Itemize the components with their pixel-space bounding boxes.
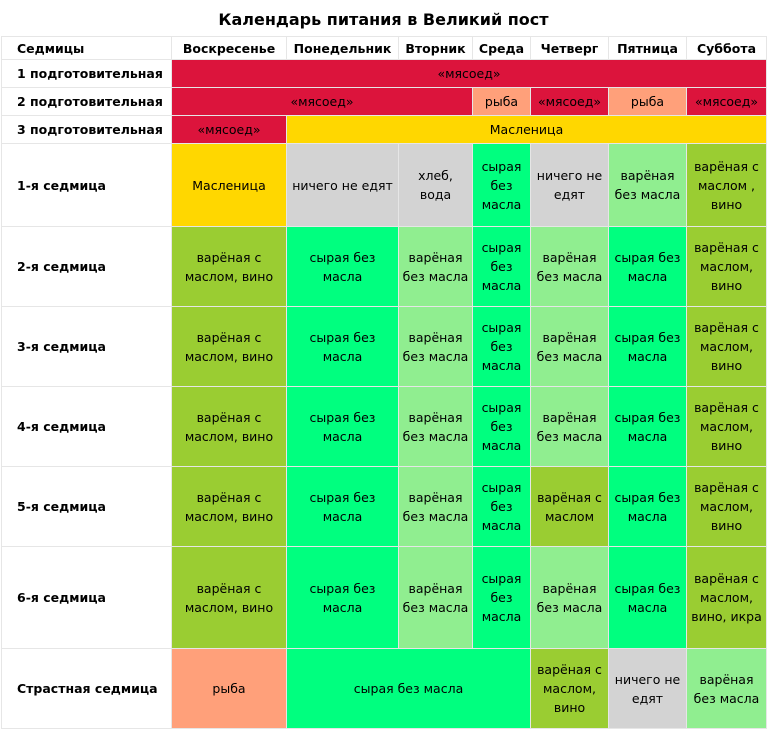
table-cell: варёная с маслом, вино <box>687 227 767 307</box>
table-cell: варёная с маслом, вино <box>687 307 767 387</box>
column-header-weeks: Седмицы <box>2 37 172 60</box>
table-cell: варёная без масла <box>399 547 473 649</box>
table-cell: сырая без масла <box>609 467 687 547</box>
table-cell: рыба <box>609 88 687 116</box>
table-cell: варёная без масла <box>531 547 609 649</box>
row-label: 4-я седмица <box>2 387 172 467</box>
table-cell: сырая без масла <box>473 467 531 547</box>
table-cell: варёная без масла <box>609 144 687 227</box>
table-cell: варёная с маслом, вино <box>172 467 287 547</box>
header-row <box>2 37 767 60</box>
table-cell: варёная с маслом, вино <box>687 467 767 547</box>
table-cell: варёная с маслом, вино <box>531 649 609 729</box>
table-row <box>2 467 767 547</box>
table-cell: сырая без масла <box>473 387 531 467</box>
table-cell: хлеб, вода <box>399 144 473 227</box>
table-row <box>2 307 767 387</box>
table-cell: сырая без масла <box>287 649 531 729</box>
table-cell: варёная без масла <box>399 387 473 467</box>
table-cell: сырая без масла <box>287 227 399 307</box>
column-header-monday: Понедельник <box>287 37 399 60</box>
table-cell: Масленица <box>287 116 767 144</box>
table-cell: ничего не едят <box>531 144 609 227</box>
table-cell: сырая без масла <box>287 467 399 547</box>
table-cell: варёная с маслом, вино <box>172 547 287 649</box>
table-cell: варёная с маслом , вино <box>687 144 767 227</box>
fasting-calendar-table <box>1 36 767 729</box>
table-cell: варёная без масла <box>531 227 609 307</box>
table-cell: ничего не едят <box>609 649 687 729</box>
table-row <box>2 547 767 649</box>
row-label: Страстная седмица <box>2 649 172 729</box>
table-cell: варёная без масла <box>399 227 473 307</box>
table-cell: рыба <box>473 88 531 116</box>
row-label: 3 подготовительная <box>2 116 172 144</box>
table-cell: «мясоед» <box>687 88 767 116</box>
table-cell: сырая без масла <box>287 307 399 387</box>
column-header-saturday: Суббота <box>687 37 767 60</box>
table-row <box>2 649 767 729</box>
table-cell: «мясоед» <box>172 60 767 88</box>
row-label: 3-я седмица <box>2 307 172 387</box>
column-header-sunday: Воскресенье <box>172 37 287 60</box>
table-cell: варёная с маслом, вино <box>172 387 287 467</box>
column-header-wednesday: Среда <box>473 37 531 60</box>
table-cell: «мясоед» <box>172 88 473 116</box>
table-cell: варёная без масла <box>399 467 473 547</box>
page-title: Календарь питания в Великий пост <box>218 10 549 29</box>
table-cell: сырая без масла <box>287 387 399 467</box>
table-row <box>2 116 767 144</box>
row-label: 5-я седмица <box>2 467 172 547</box>
row-label: 2-я седмица <box>2 227 172 307</box>
table-cell: варёная без масла <box>399 307 473 387</box>
table-cell: рыба <box>172 649 287 729</box>
table-cell: варёная без масла <box>687 649 767 729</box>
column-header-tuesday: Вторник <box>399 37 473 60</box>
table-row <box>2 387 767 467</box>
table-row <box>2 60 767 88</box>
table-cell: сырая без масла <box>473 144 531 227</box>
table-cell: варёная с маслом, вино <box>687 387 767 467</box>
row-label: 1-я седмица <box>2 144 172 227</box>
table-row <box>2 227 767 307</box>
table-cell: Масленица <box>172 144 287 227</box>
table-cell: варёная с маслом, вино <box>172 227 287 307</box>
row-label: 1 подготовительная <box>2 60 172 88</box>
table-cell: варёная с маслом <box>531 467 609 547</box>
table-cell: сырая без масла <box>609 387 687 467</box>
table-cell: сырая без масла <box>473 307 531 387</box>
table-cell: варёная с маслом, вино <box>172 307 287 387</box>
table-cell: сырая без масла <box>609 307 687 387</box>
table-cell: сырая без масла <box>473 227 531 307</box>
table-cell: варёная без масла <box>531 387 609 467</box>
table-row <box>2 144 767 227</box>
table-row <box>2 88 767 116</box>
table-cell: сырая без масла <box>609 227 687 307</box>
row-label: 6-я седмица <box>2 547 172 649</box>
table-cell: сырая без масла <box>473 547 531 649</box>
table-cell: сырая без масла <box>287 547 399 649</box>
column-header-friday: Пятница <box>609 37 687 60</box>
column-header-thursday: Четверг <box>531 37 609 60</box>
table-cell: ничего не едят <box>287 144 399 227</box>
table-cell: «мясоед» <box>531 88 609 116</box>
table-cell: варёная без масла <box>531 307 609 387</box>
table-cell: варёная с маслом, вино, икра <box>687 547 767 649</box>
row-label: 2 подготовительная <box>2 88 172 116</box>
table-cell: сырая без масла <box>609 547 687 649</box>
table-cell: «мясоед» <box>172 116 287 144</box>
